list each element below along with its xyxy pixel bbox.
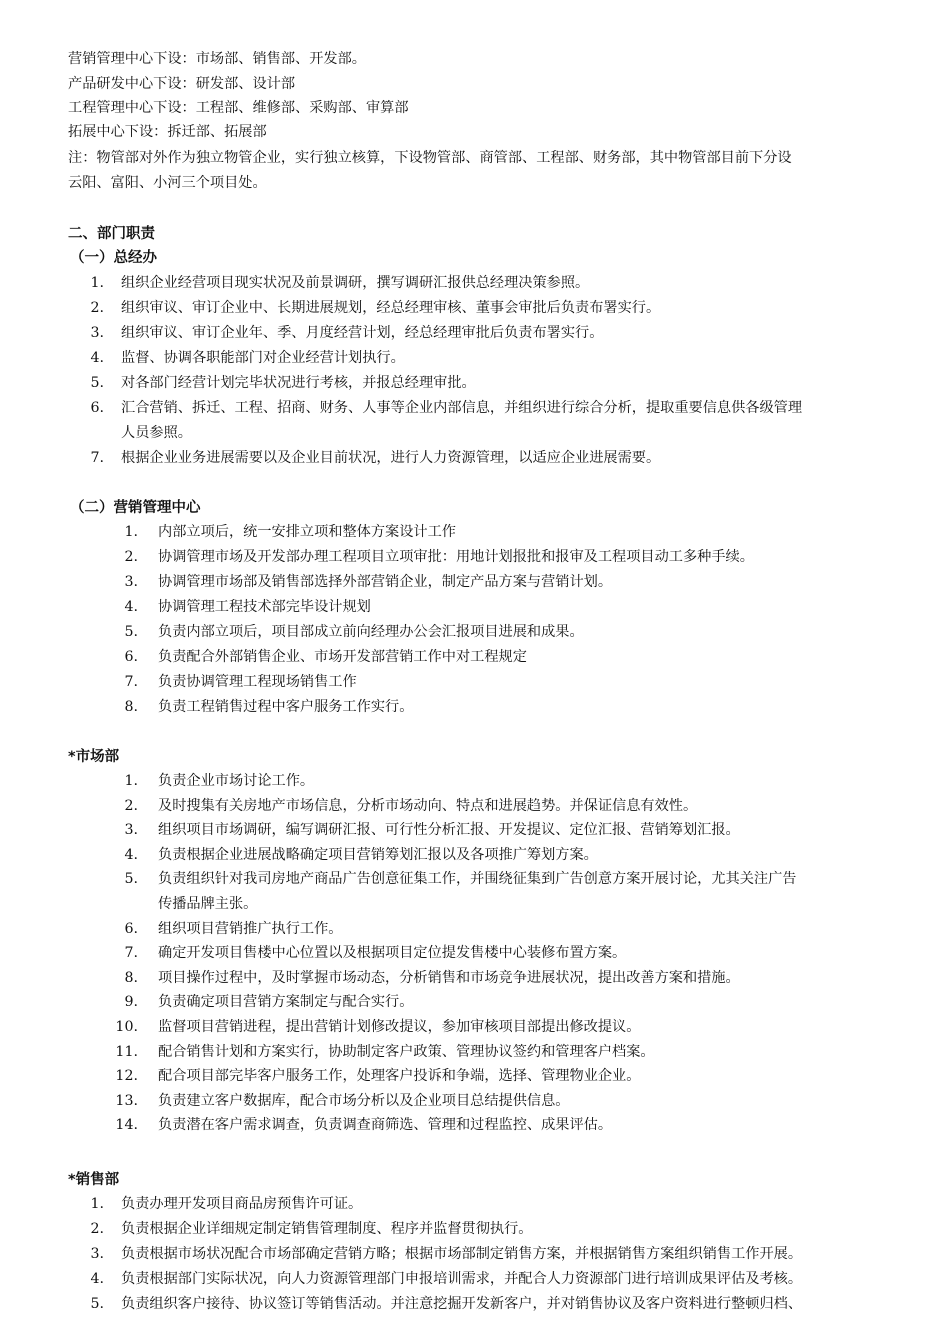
list-item-number: 4.: [124, 846, 138, 863]
list-item-text: 负责建立客户数据库，配合市场分析以及企业项目总结提供信息。: [158, 1092, 570, 1109]
list-item-number: 4.: [124, 599, 138, 615]
market-title: *市场部: [68, 749, 120, 765]
intro-note-cont: 云阳、富阳、小河三个项目处。: [68, 175, 267, 191]
list-item-text: 负责内部立项后，项目部成立前向经理办公会汇报项目进展和成果。: [158, 624, 584, 640]
list-item-text: 负责根据部门实际状况，向人力资源管理部门申报培训需求，并配合人力资源部门进行培训成果评估及考核。: [121, 1271, 803, 1287]
list-item-number: 1.: [90, 275, 104, 291]
list-item-text: 协调管理市场及开发部办理工程项目立项审批：用地计划报批和报审及工程项目动工多种手续。: [158, 549, 754, 565]
list-item-number: 7.: [124, 945, 138, 962]
list-item-number: 13.: [115, 1092, 138, 1109]
list-item-number: 5.: [90, 1296, 104, 1312]
sub1-title: （一）总经办: [70, 250, 157, 266]
list-item-text: 汇合营销、拆迁、工程、招商、财务、人事等企业内部信息，并组织进行综合分析，提取重要信息供各级管理: [121, 400, 803, 416]
sub2-title: （二）营销管理中心: [70, 500, 201, 516]
list-item-number: 4.: [90, 1271, 104, 1287]
list-item-number: 2.: [90, 300, 104, 316]
list-item-text: 内部立项后，统一安排立项和整体方案设计工作: [158, 524, 456, 540]
list-item-text: 负责根据企业详细规定制定销售管理制度、程序并监督贯彻执行。: [121, 1221, 533, 1237]
list-item-number: 6.: [124, 920, 138, 937]
list-item-text: 配合项目部完毕客户服务工作，处理客户投诉和争端，选择、管理物业企业。: [158, 1068, 641, 1085]
list-item-text: 组织审议、审订企业年、季、月度经营计划，经总经理审批后负责布署实行。: [121, 325, 604, 341]
list-item-text: 配合销售计划和方案实行，协助制定客户政策、管理协议签约和管理客户档案。: [158, 1043, 655, 1060]
list-item-number: 1.: [124, 524, 138, 540]
list-item-text: 监督项目营销进程，提出营销计划修改提议，参加审核项目部提出修改提议。: [158, 1019, 641, 1035]
sales-title: *销售部: [68, 1172, 120, 1188]
list-item-text: 组织企业经营项目现实状况及前景调研，撰写调研汇报供总经理决策参照。: [121, 275, 590, 291]
list-item-number: 3.: [124, 574, 138, 590]
list-item-text: 及时搜集有关房地产市场信息，分析市场动向、特点和进展趋势。并保证信息有效性。: [158, 797, 698, 814]
list-item-text: 组织项目市场调研，编写调研汇报、可行性分析汇报、开发提议、定位汇报、营销筹划汇报。: [158, 822, 740, 839]
list-item-text: 负责根据企业进展战略确定项目营销筹划汇报以及各项推广筹划方案。: [158, 846, 598, 863]
list-item-text: 负责配合外部销售企业、市场开发部营销工作中对工程规定: [158, 649, 527, 665]
list-item-number: 5.: [124, 871, 138, 888]
list-item-text: 负责潜在客户需求调查，负责调查商筛选、管理和过程监控、成果评估。: [158, 1117, 613, 1134]
intro-line: 工程管理中心下设：工程部、维修部、采购部、审算部: [68, 100, 409, 116]
list-item-number: 11.: [115, 1043, 138, 1060]
list-item-text: 项目操作过程中，及时掌握市场动态，分析销售和市场竞争进展状况，提出改善方案和措施。: [158, 969, 740, 986]
list-item-number: 7.: [90, 450, 104, 466]
list-item-number: 8.: [124, 699, 138, 715]
list-item-number: 14.: [115, 1117, 138, 1134]
list-item-number: 3.: [90, 325, 104, 341]
list-item-text: 对各部门经营计划完毕状况进行考核，并报总经理审批。: [121, 375, 476, 391]
list-item-number: 1.: [90, 1196, 104, 1212]
list-item-number: 6.: [90, 400, 104, 416]
list-item-text: 根据企业业务进展需要以及企业目前状况，进行人力资源管理，以适应企业进展需要。: [121, 450, 661, 466]
list-item-text-cont: 传播品牌主张。: [158, 895, 258, 912]
list-item-text: 监督、协调各职能部门对企业经营计划执行。: [121, 350, 405, 366]
list-item-text: 负责企业市场讨论工作。: [158, 773, 315, 789]
list-item-number: 10.: [115, 1019, 138, 1035]
list-item-number: 2.: [124, 549, 138, 565]
list-item-text: 负责组织针对我司房地产商品广告创意征集工作，并围绕征集到广告创意方案开展讨论，尤其关注广告: [158, 871, 797, 888]
list-item-number: 8.: [124, 969, 138, 986]
list-item-number: 12.: [115, 1068, 138, 1085]
list-item-number: 3.: [90, 1246, 104, 1262]
list-item-text: 组织审议、审订企业中、长期进展规划，经总经理审核、董事会审批后负责布署实行。: [121, 300, 661, 316]
list-item-number: 6.: [124, 649, 138, 665]
list-item-text: 负责根据市场状况配合市场部确定营销方略；根据市场部制定销售方案，并根据销售方案组织销售工作开展。: [121, 1246, 803, 1262]
list-item-text: 负责组织客户接待、协议签订等销售活动。并注意挖掘开发新客户，并对销售协议及客户资料进行整顿归档、: [121, 1296, 803, 1312]
list-item-text: 负责工程销售过程中客户服务工作实行。: [158, 699, 414, 715]
list-item-text: 协调管理工程技术部完毕设计规划: [158, 599, 371, 615]
section-title: 二、部门职责: [68, 226, 155, 242]
list-item-text: 确定开发项目售楼中心位置以及根据项目定位提发售楼中心装修布置方案。: [158, 945, 627, 962]
list-item-number: 2.: [124, 797, 138, 814]
list-item-text: 负责协调管理工程现场销售工作: [158, 674, 357, 690]
list-item-text: 负责确定项目营销方案制定与配合实行。: [158, 994, 414, 1011]
list-item-number: 2.: [90, 1221, 104, 1237]
intro-line: 拓展中心下设：拆迁部、拓展部: [68, 124, 267, 140]
list-item-text-cont: 人员参照。: [121, 425, 192, 441]
intro-line: 产品研发中心下设：研发部、设计部: [68, 76, 296, 92]
list-item-text: 协调管理市场部及销售部选择外部营销企业，制定产品方案与营销计划。: [158, 574, 613, 590]
list-item-number: 5.: [124, 624, 138, 640]
list-item-number: 4.: [90, 350, 104, 366]
list-item-number: 7.: [124, 674, 138, 690]
list-item-number: 3.: [124, 822, 138, 839]
intro-line: 营销管理中心下设：市场部、销售部、开发部。: [68, 51, 366, 67]
list-item-number: 1.: [124, 773, 138, 789]
list-item-number: 5.: [90, 375, 104, 391]
list-item-text: 负责办理开发项目商品房预售许可证。: [121, 1196, 363, 1212]
intro-note: 注：物管部对外作为独立物管企业，实行独立核算，下设物管部、商管部、工程部、财务部，其中物管部目前下分设: [68, 150, 792, 166]
list-item-number: 9.: [124, 994, 138, 1011]
list-item-text: 组织项目营销推广执行工作。: [158, 920, 343, 937]
